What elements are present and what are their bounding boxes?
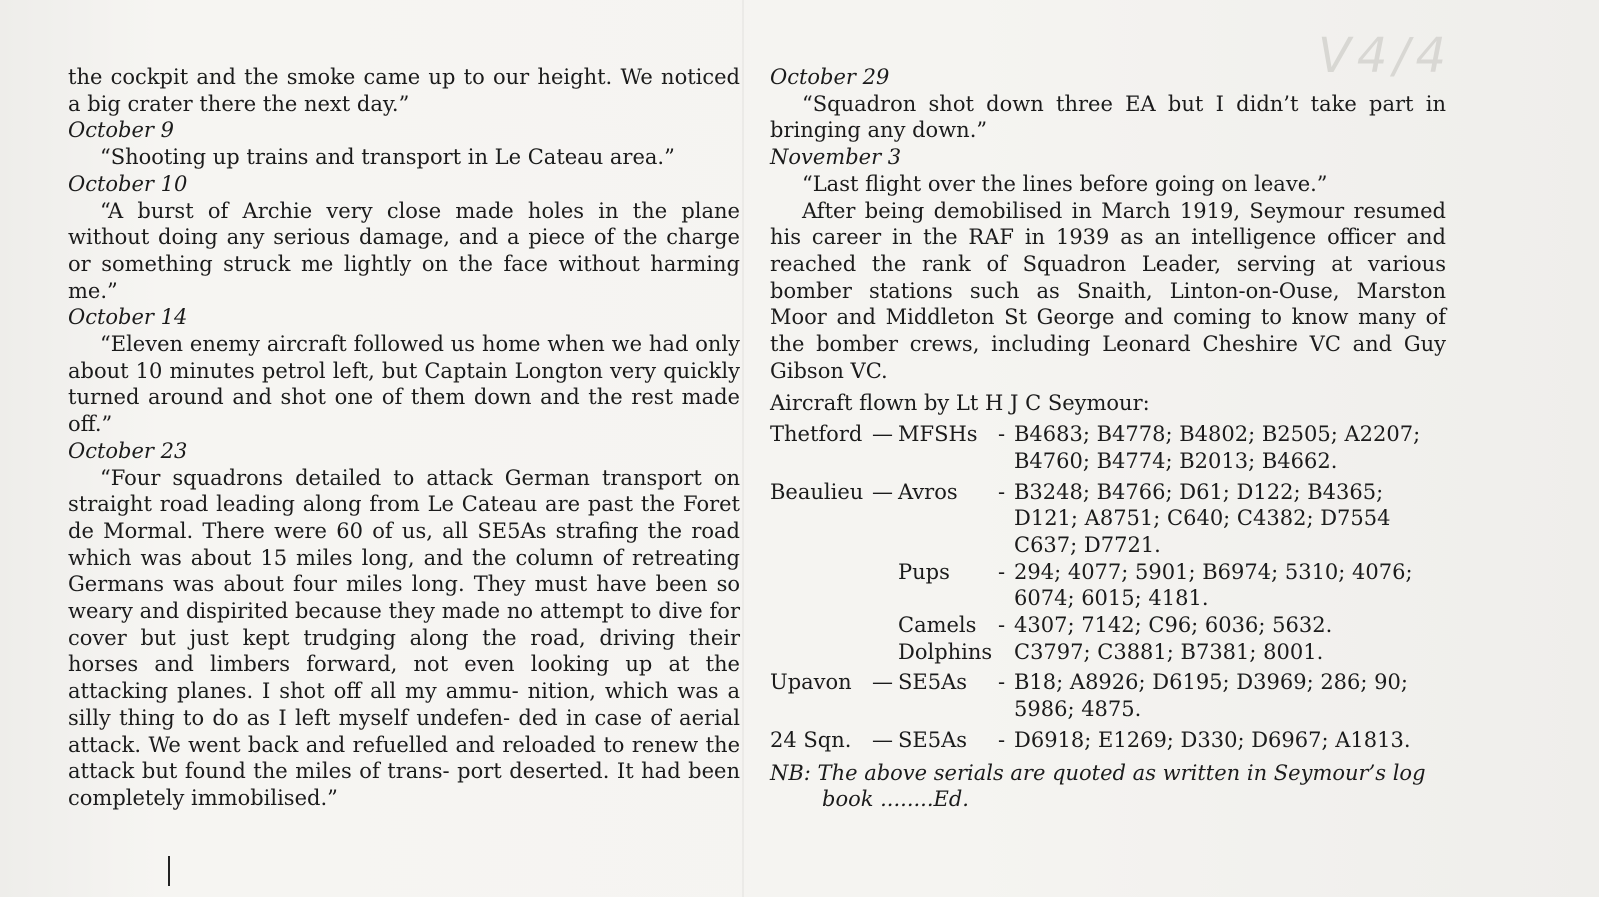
margin-pencil-mark: V4/4: [1318, 28, 1453, 84]
paragraph: the cockpit and the smoke came up to our height. We noticed a big crater there the next day.”: [68, 65, 740, 116]
aircraft-type: SE5As: [898, 727, 968, 752]
aircraft-separator: -: [998, 727, 1006, 752]
aircraft-station: [770, 612, 872, 639]
diary-entry: “Squadron shot down three EA but I didn’t take part in bringing any down.”: [770, 91, 1446, 143]
aircraft-station: Beaulieu: [770, 479, 864, 504]
diary-entry: “A burst of Archie very close made holes in the plane without doing any serious damage, and a piece of the charge or something struck me lightly on the face without harming me.”: [68, 198, 740, 303]
aircraft-row: [770, 612, 1446, 639]
editor-note-line-2: book ........Ed.: [822, 787, 969, 812]
left-column: [68, 64, 740, 812]
aircraft-dash: [872, 612, 898, 639]
aircraft-table: [770, 421, 1446, 753]
aircraft-type: Dolphins: [898, 639, 993, 664]
aircraft-station: Upavon: [770, 670, 852, 695]
aircraft-serials: 4307; 7142; C96; 6036; 5632.: [1014, 613, 1333, 638]
diary-entry: “Four squadrons detailed to attack German transport on straight road leading along from Le Cateau are past the Foret de Mormal. There were 60 of us, all SE5As strafing the road which was about 15 miles long, and the column of retreating Germans was about four miles long. They must have been so weary and dispirited because they made no attempt to dive for cover but just kept trudging along the road, driving their horses and limbers forward, not even looking up at the attacking planes. I shot off all my ammu- nition, which was a silly thing to do as I left myself undefen- ded in case of aerial attack. We went back and refuelled and reloaded to renew the attack but found the miles of trans- port deserted. It had been completely immobilised.”: [68, 465, 740, 810]
editor-note: [770, 760, 1446, 813]
diary-date: October 23: [68, 438, 188, 463]
aircraft-station: Thetford: [770, 422, 863, 447]
aircraft-row: [770, 639, 1446, 666]
diary-date: November 3: [770, 145, 902, 170]
diary-entry: After being demobilised in March 1919, Seymour resumed his career in the RAF in 1939 as an intelligence officer and reached the rank of Squadron Leader, serving at various bomber stations such as Snaith, Linton-on-Ouse, Marston Moor and Middleton St George and coming to know many of the bomber crews, including Leonard Cheshire VC and Guy Gibson VC.: [770, 198, 1446, 383]
right-column-body: [770, 64, 1446, 384]
aircraft-station: [770, 559, 872, 612]
aircraft-dash: [872, 639, 898, 666]
aircraft-dash: —: [872, 670, 893, 695]
aircraft-type: Avros: [898, 479, 958, 504]
page-fold: [742, 0, 744, 897]
diary-date: October 10: [68, 171, 188, 196]
aircraft-separator: -: [998, 479, 1006, 504]
aircraft-separator: -: [998, 670, 1006, 695]
aircraft-type: Pups: [898, 559, 950, 584]
aircraft-row: [770, 479, 1446, 559]
diary-entry: “Last flight over the lines before going on leave.”: [802, 171, 1328, 196]
aircraft-row: [770, 559, 1446, 612]
diary-date: October 14: [68, 305, 188, 330]
aircraft-type: SE5As: [898, 670, 968, 695]
aircraft-separator: -: [998, 559, 1006, 584]
aircraft-separator: [998, 639, 1014, 666]
aircraft-row: [770, 421, 1446, 474]
aircraft-station: 24 Sqn.: [770, 727, 852, 752]
diary-entry: “Eleven enemy aircraft followed us home when we had only about 10 minutes petrol left, but Captain Longton very quickly turned around and shot one of them down and the rest made off.”: [68, 332, 740, 437]
aircraft-dash: —: [872, 727, 893, 752]
aircraft-type: MFSHs: [898, 422, 978, 447]
aircraft-separator: -: [998, 613, 1006, 638]
diary-entry: “Shooting up trains and transport in Le Cateau area.”: [100, 145, 675, 170]
aircraft-dash: —: [872, 422, 893, 447]
aircraft-separator: -: [998, 422, 1006, 447]
diary-date: October 9: [68, 118, 175, 143]
aircraft-serials: B3248; B4766; D61; D122; B4365; D121; A8751; C640; C4382; D7554 C637; D7721.: [1014, 479, 1391, 557]
aircraft-dash: —: [872, 479, 893, 504]
diary-date: October 29: [770, 65, 890, 89]
aircraft-dash: [872, 559, 898, 612]
aircraft-station: [770, 639, 872, 666]
aircraft-type: Camels: [898, 613, 977, 638]
aircraft-serials: B18; A8926; D6195; D3969; 286; 90; 5986; 4875.: [1014, 670, 1408, 722]
aircraft-row: [770, 727, 1446, 754]
aircraft-serials: D6918; E1269; D330; D6967; A1813.: [1014, 727, 1411, 752]
aircraft-list-heading: Aircraft flown by Lt H J C Seymour:: [770, 391, 1150, 416]
margin-tick-mark: [168, 856, 170, 886]
right-column: [770, 64, 1446, 813]
aircraft-serials: 294; 4077; 5901; B6974; 5310; 4076; 6074; 6015; 4181.: [1014, 559, 1413, 611]
aircraft-serials: C3797; C3881; B7381; 8001.: [1014, 639, 1324, 664]
aircraft-serials: B4683; B4778; B4802; B2505; A2207; B4760; B4774; B2013; B4662.: [1014, 422, 1421, 473]
aircraft-row: [770, 669, 1446, 722]
editor-note-line-1: NB: The above serials are quoted as written in Seymour’s log: [770, 760, 1426, 785]
